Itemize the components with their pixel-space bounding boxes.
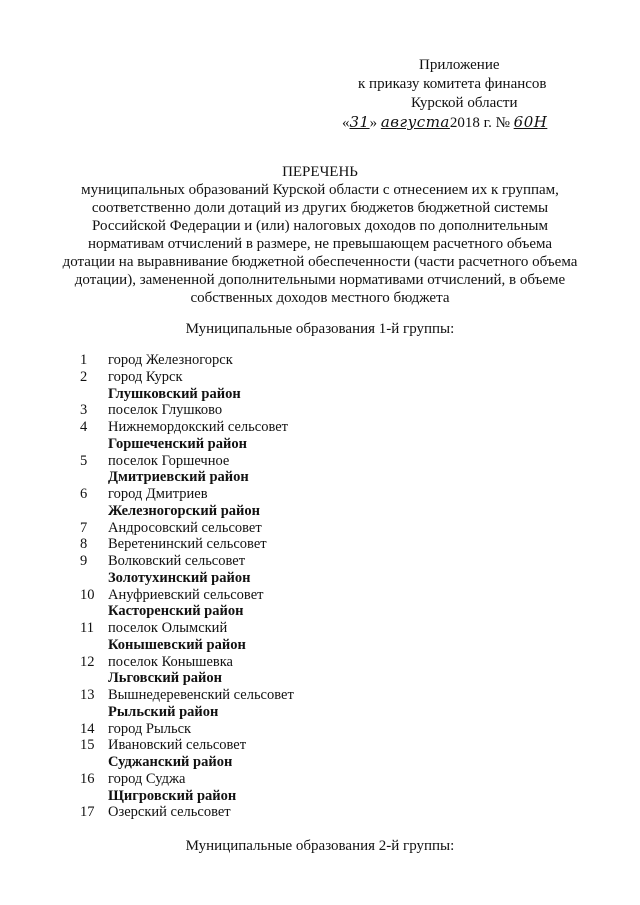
district-heading-row — [80, 386, 520, 403]
municipality-name: город Дмитриев — [108, 486, 208, 502]
appendix-order-ref: к приказу комитета финансов — [358, 76, 547, 92]
municipality-name: Озерский сельсовет — [108, 804, 231, 821]
district-name: Глушковский район — [108, 385, 241, 402]
district-heading-row — [80, 637, 520, 654]
document-subtitle: муниципальных образований Курской области с отнесением их к группам, соответственно доли дотаций из других бюджетов бюджетной системы Российской Федерации и (или) налоговых доходов по дополнительным нормативам отчислений в размере, не превышающем расчетного объема дотации на выравнивание бюджетной обеспеченности (части расчетного объема дотации), замененной дополнительными нормативами отчислений, в объеме собственных доходов местного бюджета — [62, 182, 578, 306]
district-heading-row — [80, 603, 520, 620]
municipality-row — [80, 587, 520, 604]
row-number: 6 — [80, 486, 88, 502]
municipality-row — [80, 620, 520, 637]
municipality-row — [80, 369, 520, 386]
municipality-row — [80, 520, 520, 537]
district-heading-row — [80, 788, 520, 805]
municipality-name: Ивановский сельсовет — [108, 737, 247, 754]
district-name: Касторенский район — [108, 603, 244, 620]
district-heading-row — [80, 469, 520, 486]
date-open-quote: « — [342, 115, 350, 131]
municipality-name: Нижнемордокский сельсовет — [108, 419, 288, 435]
municipality-name: Веретенинский сельсовет — [108, 536, 267, 553]
row-number: 4 — [80, 419, 88, 435]
date-month-handwritten: августа — [380, 113, 450, 131]
municipality-row — [80, 536, 520, 553]
row-number: 17 — [80, 804, 95, 821]
district-name: Щигровский район — [108, 787, 237, 804]
row-number: 1 — [80, 352, 88, 368]
row-number: 8 — [80, 536, 88, 553]
municipality-row — [80, 687, 520, 704]
row-number: 7 — [80, 519, 88, 536]
appendix-label: Приложение — [419, 57, 500, 73]
district-heading-row — [80, 754, 520, 771]
district-name: Железногорский район — [108, 502, 260, 519]
municipality-row — [80, 721, 520, 738]
row-number: 10 — [80, 586, 95, 603]
municipality-row — [80, 804, 520, 821]
district-heading-row — [80, 670, 520, 687]
row-number: 9 — [80, 553, 88, 569]
municipality-name: Волковский сельсовет — [108, 553, 246, 569]
municipality-row — [80, 654, 520, 671]
municipality-name: город Рыльск — [108, 720, 192, 737]
municipality-name: город Суджа — [108, 770, 186, 787]
row-number: 5 — [80, 452, 88, 469]
district-name: Суджанский район — [108, 754, 233, 770]
date-day-handwritten: 31 — [349, 113, 370, 131]
municipality-row — [80, 771, 520, 788]
district-heading-row — [80, 570, 520, 587]
row-number: 3 — [80, 402, 88, 419]
municipality-name: Андросовский сельсовет — [108, 519, 262, 536]
row-number: 2 — [80, 368, 88, 385]
district-name: Дмитриевский район — [108, 469, 249, 486]
municipality-row — [80, 553, 520, 570]
municipality-name: поселок Глушково — [108, 402, 223, 419]
document-heading: ПЕРЕЧЕНЬ — [282, 164, 358, 180]
appendix-region: Курской области — [411, 95, 518, 111]
municipality-name: город Железногорск — [108, 352, 233, 368]
district-heading-row — [80, 704, 520, 721]
row-number: 15 — [80, 737, 95, 754]
district-name: Рыльский район — [108, 703, 219, 720]
row-number: 11 — [80, 620, 94, 636]
district-heading-row — [80, 503, 520, 520]
municipality-name: город Курск — [108, 368, 183, 385]
municipality-name: поселок Горшечное — [108, 452, 230, 469]
municipality-row — [80, 352, 520, 369]
district-name: Льговский район — [108, 670, 222, 687]
municipality-list — [80, 352, 520, 821]
appendix-date-line — [330, 113, 610, 133]
document-title-block — [60, 163, 580, 307]
municipality-name: Вышнедеревенский сельсовет — [108, 687, 294, 703]
date-close-quote: » — [369, 115, 378, 131]
district-name: Конышевский район — [108, 636, 246, 653]
date-year-label: 2018 г. № — [449, 115, 510, 131]
group1-heading: Муниципальные образования 1-й группы: — [185, 321, 455, 337]
municipality-row — [80, 402, 520, 419]
municipality-row — [80, 453, 520, 470]
municipality-row — [80, 486, 520, 503]
municipality-name: Ануфриевский сельсовет — [108, 586, 264, 603]
order-number-handwritten: 60Н — [513, 113, 548, 131]
municipality-name: поселок Конышевка — [108, 653, 233, 670]
row-number: 13 — [80, 687, 95, 703]
district-name: Горшеченский район — [108, 435, 247, 452]
row-number: 12 — [80, 653, 95, 670]
row-number: 16 — [80, 770, 95, 787]
municipality-row — [80, 737, 520, 754]
appendix-header — [330, 56, 610, 133]
district-heading-row — [80, 436, 520, 453]
district-name: Золотухинский район — [108, 569, 251, 586]
group2-heading: Муниципальные образования 2-й группы: — [185, 838, 455, 854]
municipality-row — [80, 419, 520, 436]
municipality-name: поселок Олымский — [108, 620, 228, 636]
row-number: 14 — [80, 720, 95, 737]
